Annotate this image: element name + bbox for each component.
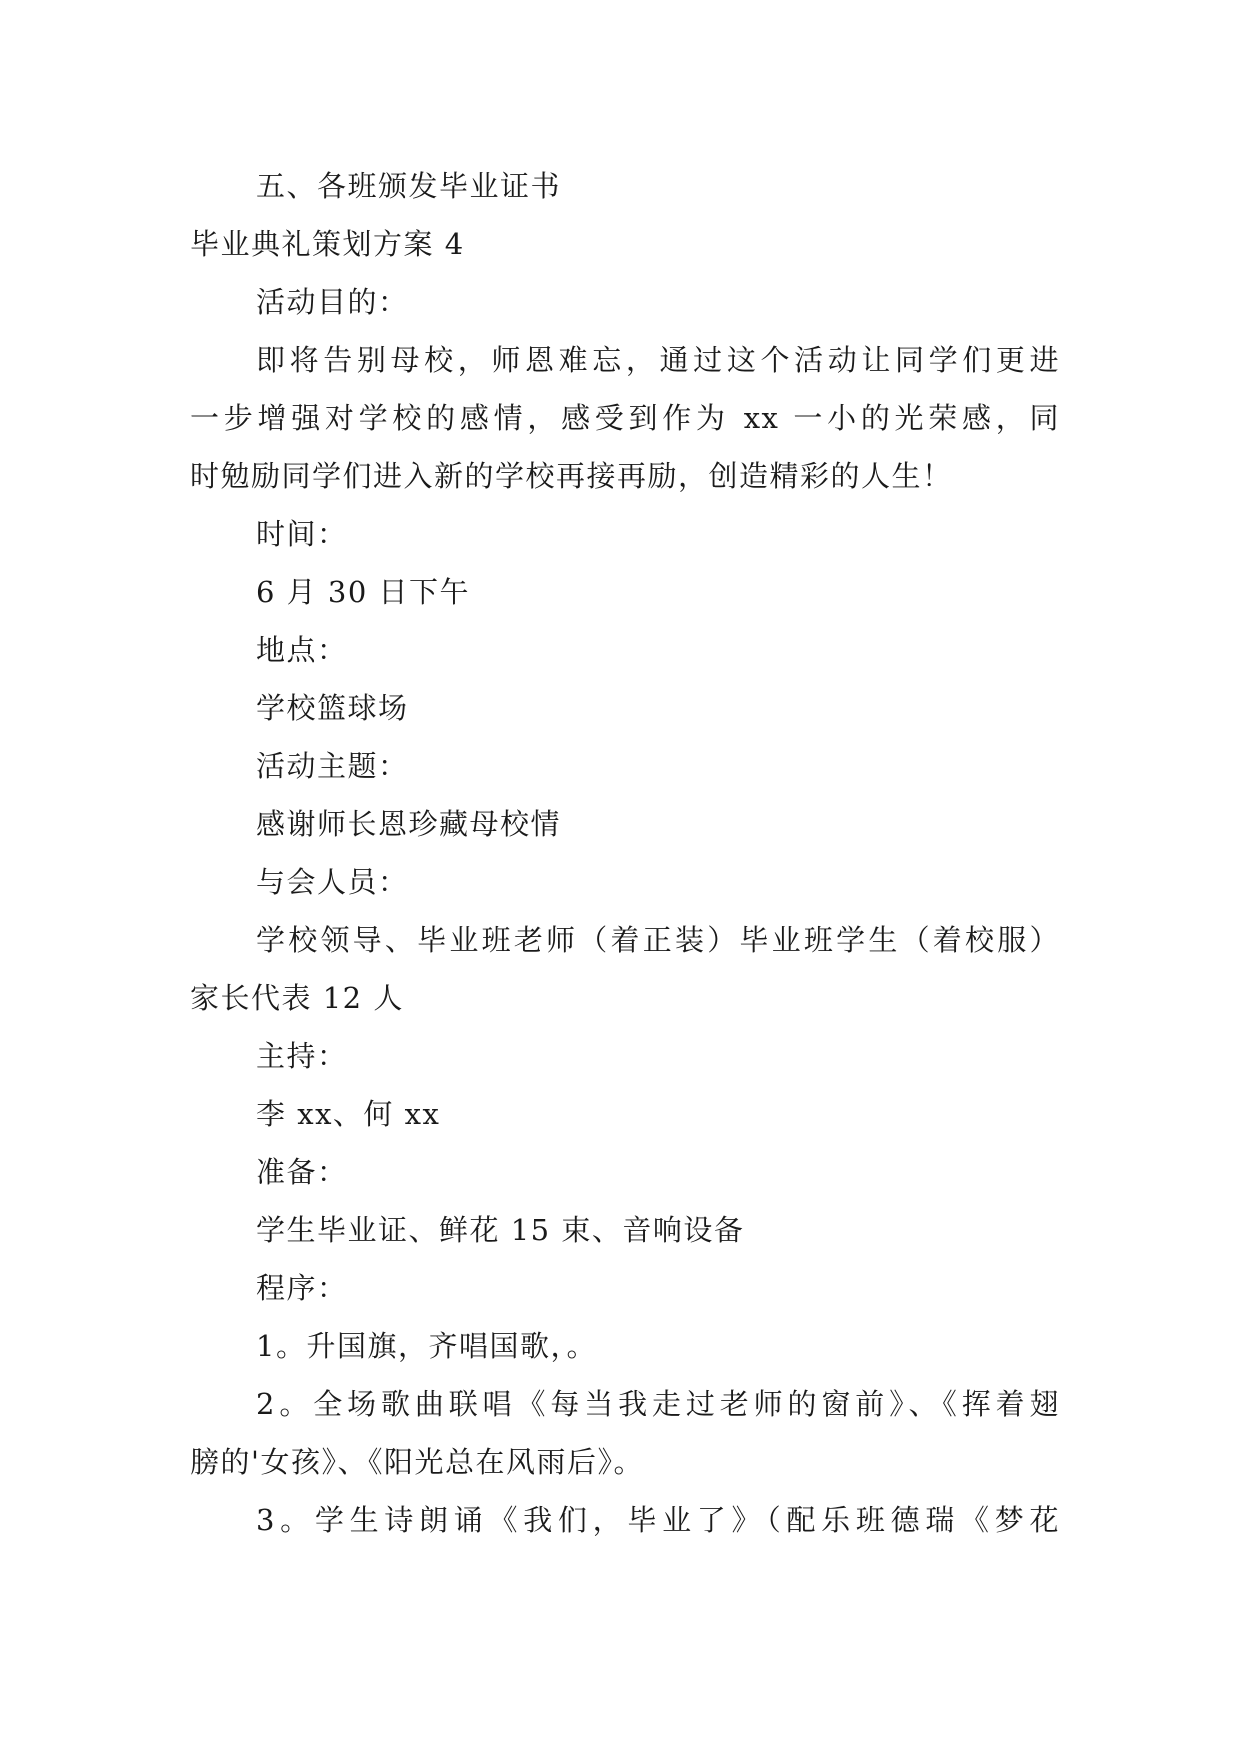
value-attendees-line-2: 家长代表 12 人 <box>190 981 404 1015</box>
section-heading-award-certificates: 五、各班颁发毕业证书 <box>256 169 562 203</box>
label-activity-purpose: 活动目的： <box>256 285 409 319</box>
program-item-2-line-1: 2。全场歌曲联唱《每当我走过老师的窗前》、《挥着翅 <box>256 1387 1060 1421</box>
value-preparation: 学生毕业证、鲜花 15 束、音响设备 <box>256 1213 745 1247</box>
program-item-2-line-2: 膀的'女孩》、《阳光总在风雨后》。 <box>190 1445 644 1479</box>
program-item-1: 1。升国旗，齐唱国歌，。 <box>256 1329 597 1363</box>
label-program: 程序： <box>256 1271 348 1305</box>
purpose-paragraph-line-2: 一步增强对学校的感情，感受到作为 xx 一小的光荣感，同 <box>190 401 1060 435</box>
label-preparation: 准备： <box>256 1155 348 1189</box>
plan-title: 毕业典礼策划方案 4 <box>190 227 465 261</box>
label-location: 地点： <box>256 633 348 667</box>
value-attendees-line-1: 学校领导、毕业班老师（着正装）毕业班学生（着校服） <box>256 923 1060 957</box>
value-location: 学校篮球场 <box>256 691 409 725</box>
label-time: 时间： <box>256 517 348 551</box>
value-theme: 感谢师长恩珍藏母校情 <box>256 807 562 841</box>
label-host: 主持： <box>256 1039 348 1073</box>
program-item-3-line-1: 3。学生诗朗诵《我们，毕业了》（配乐班德瑞《梦花 <box>256 1503 1060 1537</box>
label-theme: 活动主题： <box>256 749 409 783</box>
value-time: 6 月 30 日下午 <box>256 575 471 609</box>
label-attendees: 与会人员： <box>256 865 409 899</box>
purpose-paragraph-line-3: 时勉励同学们进入新的学校再接再励，创造精彩的人生！ <box>190 459 953 493</box>
purpose-paragraph-line-1: 即将告别母校，师恩难忘，通过这个活动让同学们更进 <box>256 343 1060 377</box>
value-host: 李 xx、何 xx <box>256 1097 441 1131</box>
